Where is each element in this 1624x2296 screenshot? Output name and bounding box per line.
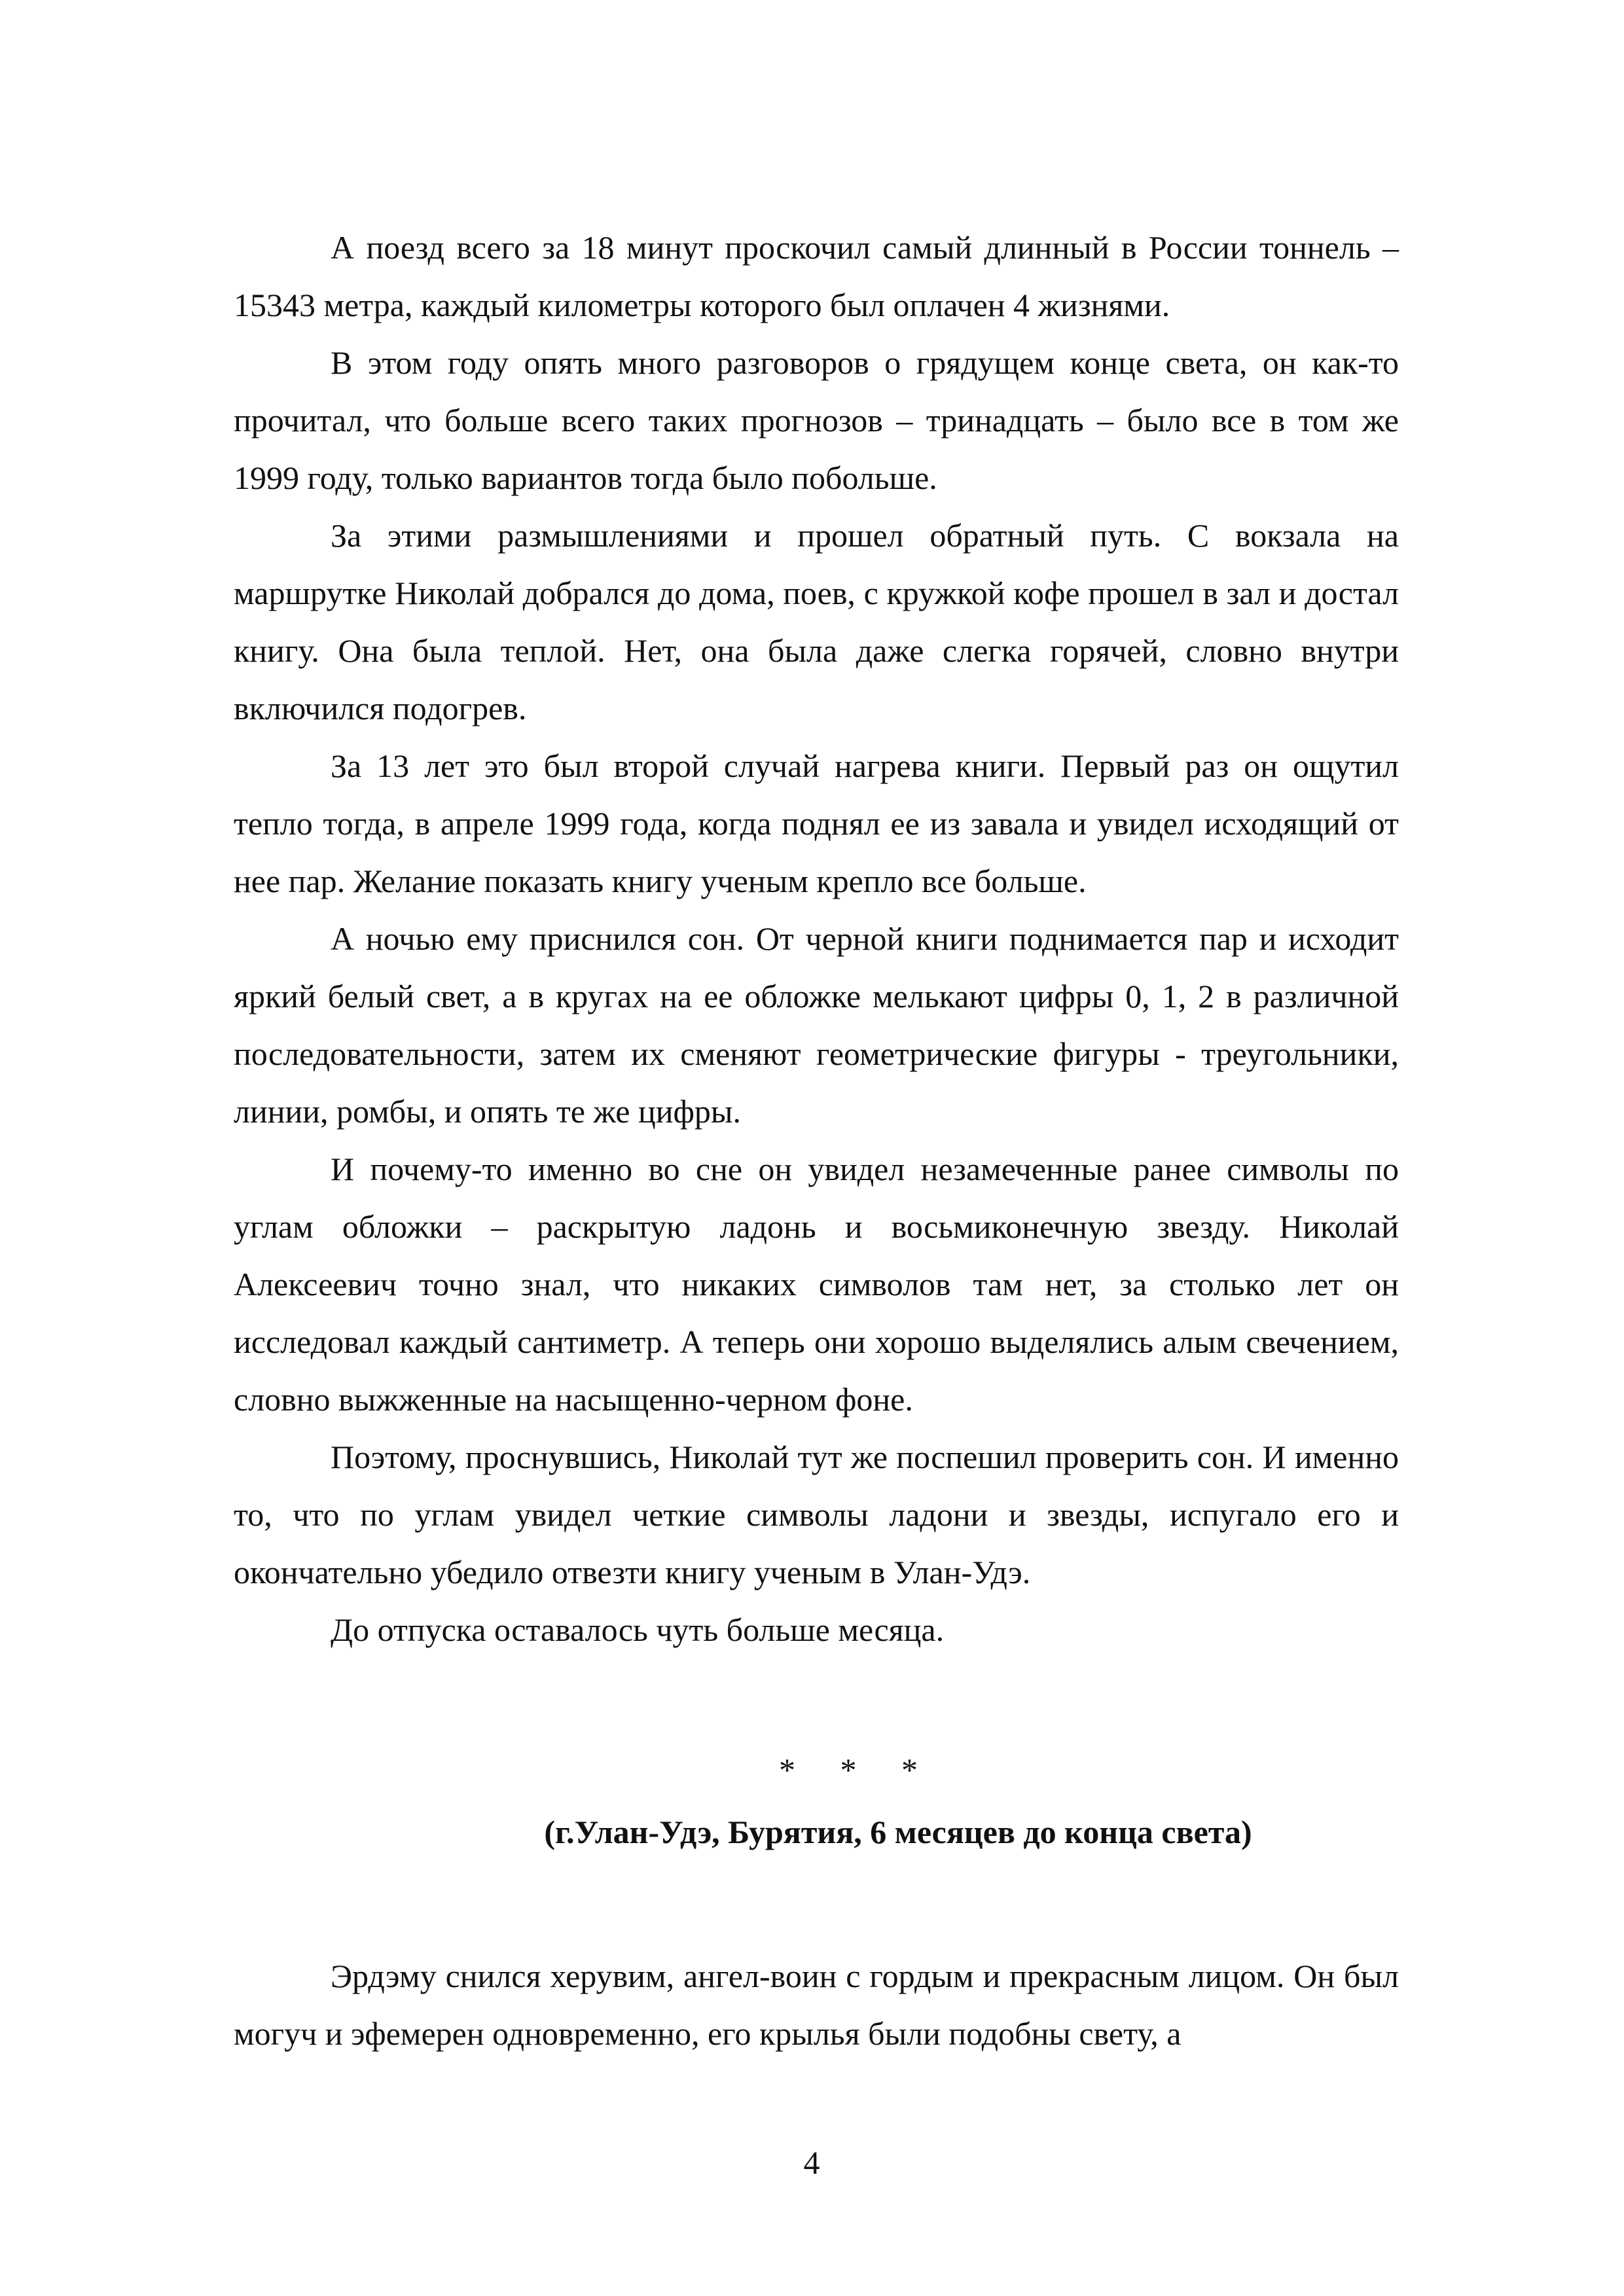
paragraph: До отпуска оставалось чуть больше месяца. bbox=[331, 1611, 945, 1648]
paragraph: И почему-то именно во сне он увидел незамеченные ранее символы по углам обложки – раскрытую ладонь и восьмиконечную звезду. Николай Алексеевич точно знал, что никаких символов там нет, за столько лет он исследовал каждый сантиметр. А теперь они хорошо выделялись алым свечением, словно выжженные на насыщенно-черном фоне. bbox=[234, 1151, 1399, 1418]
section-heading: (г.Улан-Удэ, Бурятия, 6 месяцев до конца света) bbox=[544, 1814, 1252, 1850]
paragraph: Поэтому, проснувшись, Николай тут же поспешил проверить сон. И именно то, что по углам увидел четкие символы ладони и звезды, испугало его и окончательно убедило отвезти книгу ученым в Улан-Удэ. bbox=[234, 1439, 1399, 1590]
paragraph: А поезд всего за 18 минут проскочил самый длинный в России тоннель – 15343 метра, каждый километры которого был оплачен 4 жизнями. bbox=[234, 229, 1399, 323]
paragraph: А ночью ему приснился сон. От черной книги поднимается пар и исходит яркий белый свет, а в кругах на ее обложке мелькают цифры 0, 1, 2 в различной последовательности, затем их сменяют геометрические фигуры - треугольники, линии, ромбы, и опять те же цифры. bbox=[234, 920, 1399, 1130]
page-number: 4 bbox=[803, 2144, 820, 2181]
section-separator: * * * bbox=[779, 1751, 936, 1788]
paragraph: В этом году опять много разговоров о грядущем конце света, он как-то прочитал, что больше всего таких прогнозов – тринадцать – было все в том же 1999 году, только вариантов тогда было побольше. bbox=[234, 344, 1399, 496]
paragraph: За 13 лет это был второй случай нагрева книги. Первый раз он ощутил тепло тогда, в апреле 1999 года, когда поднял ее из завала и увидел исходящий от нее пар. Желание показать книгу ученым крепло все больше. bbox=[234, 747, 1399, 899]
body-text bbox=[234, 219, 1399, 1659]
paragraph: За этими размышлениями и прошел обратный путь. С вокзала на маршрутке Николай добрался до дома, поев, с кружкой кофе прошел в зал и достал книгу. Она была теплой. Нет, она была даже слегка горячей, словно внутри включился подогрев. bbox=[234, 517, 1399, 726]
section-body-text bbox=[234, 1947, 1399, 2062]
paragraph: Эрдэму снился херувим, ангел-воин с гордым и прекрасным лицом. Он был могуч и эфемерен одновременно, его крылья были подобны свету, а bbox=[234, 1958, 1399, 2052]
